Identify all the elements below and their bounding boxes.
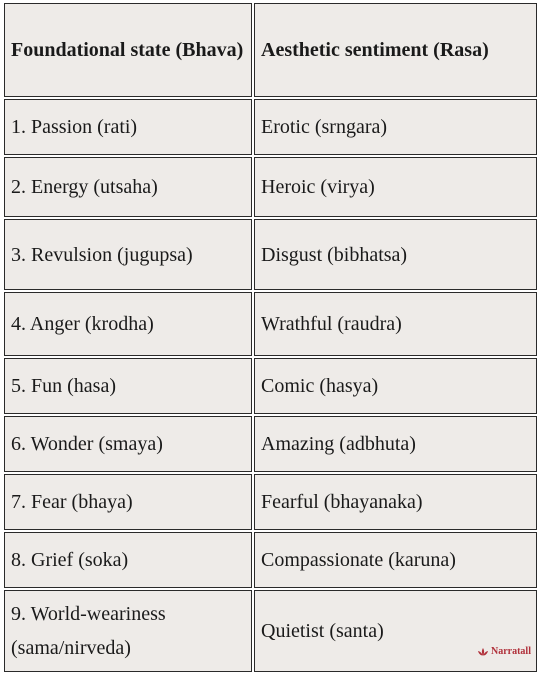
table-cell-bhava: 8. Grief (soka) bbox=[4, 532, 252, 588]
table-cell-bhava: 1. Passion (rati) bbox=[4, 99, 252, 155]
watermark-text: Narratall bbox=[491, 646, 531, 657]
rasa-text: Quietist (santa) bbox=[261, 620, 384, 642]
header-rasa: Aesthetic sentiment (Rasa) bbox=[254, 3, 537, 97]
rasa-table bbox=[1, 1, 539, 674]
table-cell-rasa: Compassionate (karuna) bbox=[254, 532, 537, 588]
table-cell-bhava: 2. Energy (utsaha) bbox=[4, 157, 252, 217]
table-cell-bhava: 5. Fun (hasa) bbox=[4, 358, 252, 414]
table-cell-bhava: 7. Fear (bhaya) bbox=[4, 474, 252, 530]
table-cell-bhava: 3. Revulsion (jugupsa) bbox=[4, 219, 252, 290]
table-cell-rasa: Comic (hasya) bbox=[254, 358, 537, 414]
watermark-logo bbox=[477, 646, 531, 657]
lotus-icon bbox=[477, 647, 489, 657]
table-cell-rasa: Heroic (virya) bbox=[254, 157, 537, 217]
table-cell-bhava: 9. World-weariness (sama/nirveda) bbox=[4, 590, 252, 672]
table-cell-rasa: Disgust (bibhatsa) bbox=[254, 219, 537, 290]
table-cell-rasa: Wrathful (raudra) bbox=[254, 292, 537, 356]
header-bhava: Foundational state (Bhava) bbox=[4, 3, 252, 97]
table-cell-rasa: Amazing (adbhuta) bbox=[254, 416, 537, 472]
table-cell-rasa bbox=[254, 590, 537, 672]
table-cell-rasa: Erotic (srngara) bbox=[254, 99, 537, 155]
table-cell-bhava: 6. Wonder (smaya) bbox=[4, 416, 252, 472]
table-cell-rasa: Fearful (bhayanaka) bbox=[254, 474, 537, 530]
table-cell-bhava: 4. Anger (krodha) bbox=[4, 292, 252, 356]
